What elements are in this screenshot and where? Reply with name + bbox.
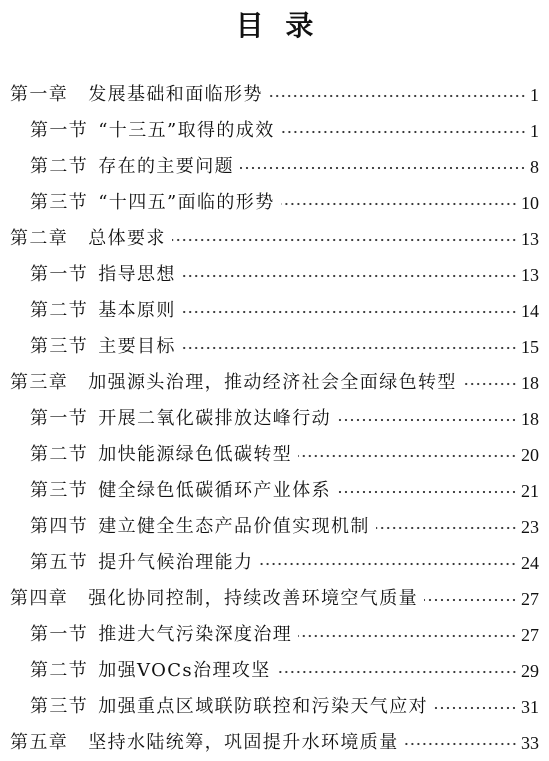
- section-label: 第三节: [30, 696, 89, 717]
- page-number: 21: [521, 481, 539, 501]
- table-of-contents: [0, 77, 549, 761]
- section-label: 第三节: [30, 192, 89, 213]
- toc-chapter-2: [0, 221, 549, 257]
- dot-leader: [298, 634, 517, 638]
- page-number: 15: [521, 337, 539, 357]
- page-number: 33: [521, 733, 539, 753]
- section-label: 第一节: [30, 120, 89, 141]
- dot-leader: [434, 706, 517, 710]
- page-number: 27: [521, 589, 539, 609]
- section-title: 存在的主要问题: [98, 156, 235, 177]
- chapter-title: 加强源头治理，推动经济社会全面绿色转型: [88, 372, 457, 393]
- section-title: “十四五”面临的形势: [98, 192, 275, 213]
- toc-section-2-1: [0, 257, 549, 293]
- section-title: 加强重点区域联防联控和污染天气应对: [98, 696, 429, 717]
- section-title: 基本原则: [98, 300, 176, 321]
- toc-section-3-3: [0, 473, 549, 509]
- section-label: 第一节: [30, 408, 89, 429]
- toc-chapter-1: [0, 77, 549, 113]
- page-number: 13: [521, 229, 539, 249]
- section-title: 指导思想: [98, 264, 176, 285]
- toc-section-1-1: [0, 113, 549, 149]
- page-number: 24: [521, 553, 539, 573]
- dot-leader: [259, 562, 517, 566]
- section-title: 开展二氧化碳排放达峰行动: [98, 408, 332, 429]
- section-title: “十三五”取得的成效: [98, 120, 275, 141]
- section-label: 第一节: [30, 624, 89, 645]
- page-number: 18: [521, 409, 539, 429]
- section-title: 主要目标: [98, 336, 176, 357]
- toc-section-4-2: [0, 653, 549, 689]
- dot-leader: [424, 598, 517, 602]
- toc-section-2-3: [0, 329, 549, 365]
- chapter-label: 第四章: [10, 588, 69, 609]
- toc-section-1-2: [0, 149, 549, 185]
- dot-leader: [376, 526, 517, 530]
- section-label: 第二节: [30, 300, 89, 321]
- toc-section-3-4: [0, 509, 549, 545]
- chapter-title: 发展基础和面临形势: [88, 84, 263, 105]
- section-label: 第四节: [30, 516, 89, 537]
- section-label: 第二节: [30, 660, 89, 681]
- dot-leader: [269, 94, 526, 98]
- toc-chapter-4: [0, 581, 549, 617]
- chapter-title: 总体要求: [88, 228, 166, 249]
- dot-leader: [463, 382, 517, 386]
- section-label: 第三节: [30, 336, 89, 357]
- dot-leader: [337, 490, 517, 494]
- page-number: 20: [521, 445, 539, 465]
- dot-leader: [172, 238, 517, 242]
- dot-leader: [298, 454, 517, 458]
- section-label: 第五节: [30, 552, 89, 573]
- chapter-label: 第三章: [10, 372, 69, 393]
- dot-leader: [240, 166, 526, 170]
- page-number: 1: [530, 85, 539, 105]
- dot-leader: [277, 670, 517, 674]
- page-number: 18: [521, 373, 539, 393]
- dot-leader: [337, 418, 517, 422]
- toc-section-3-2: [0, 437, 549, 473]
- page-number: 14: [521, 301, 539, 321]
- dot-leader: [405, 742, 517, 746]
- chapter-title: 强化协同控制，持续改善环境空气质量: [88, 588, 419, 609]
- dot-leader: [182, 310, 517, 314]
- section-title: 建立健全生态产品价值实现机制: [98, 516, 370, 537]
- dot-leader: [182, 346, 517, 350]
- section-title: 推进大气污染深度治理: [98, 624, 293, 645]
- page-number: 1: [530, 121, 539, 141]
- page-number: 29: [521, 661, 539, 681]
- section-title: 提升气候治理能力: [98, 552, 254, 573]
- section-label: 第二节: [30, 156, 89, 177]
- toc-section-2-2: [0, 293, 549, 329]
- chapter-label: 第五章: [10, 732, 69, 753]
- page-number: 23: [521, 517, 539, 537]
- section-label: 第一节: [30, 264, 89, 285]
- page-number: 27: [521, 625, 539, 645]
- page-number: 31: [521, 697, 539, 717]
- chapter-label: 第一章: [10, 84, 69, 105]
- dot-leader: [281, 202, 517, 206]
- page-number: 13: [521, 265, 539, 285]
- toc-chapter-3: [0, 365, 549, 401]
- section-title: 加快能源绿色低碳转型: [98, 444, 293, 465]
- dot-leader: [281, 130, 526, 134]
- page-title: 目 录: [235, 9, 314, 42]
- toc-section-4-1: [0, 617, 549, 653]
- chapter-label: 第二章: [10, 228, 69, 249]
- section-label: 第二节: [30, 444, 89, 465]
- page-number: 8: [530, 157, 539, 177]
- dot-leader: [182, 274, 517, 278]
- toc-section-3-1: [0, 401, 549, 437]
- toc-section-3-5: [0, 545, 549, 581]
- toc-section-4-3: [0, 689, 549, 725]
- page-number: 10: [521, 193, 539, 213]
- section-label: 第三节: [30, 480, 89, 501]
- toc-section-1-3: [0, 185, 549, 221]
- section-title: 健全绿色低碳循环产业体系: [98, 480, 332, 501]
- chapter-title: 坚持水陆统筹，巩固提升水环境质量: [88, 732, 399, 753]
- toc-chapter-5: [0, 725, 549, 761]
- section-title: 加强VOCs治理攻坚: [98, 660, 271, 681]
